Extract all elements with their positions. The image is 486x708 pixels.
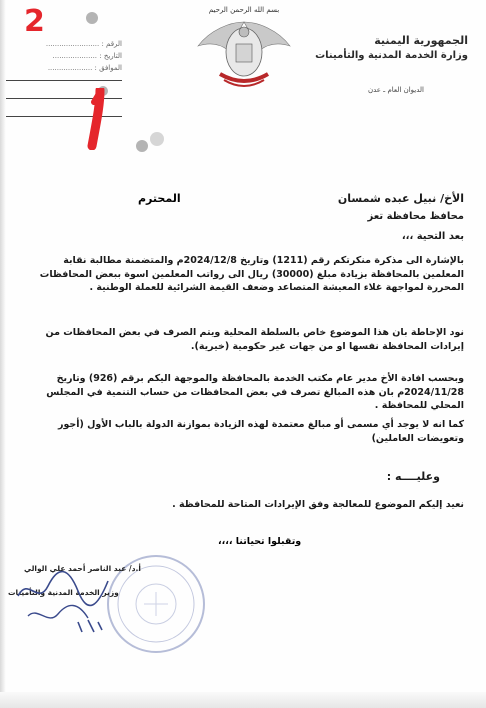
grey-dot [136,140,148,152]
page-left-edge [0,0,6,708]
addressee-title: محافظ محافظة تعز [367,211,464,222]
regards: وتقبلوا تحياتنا ،،،، [218,536,302,547]
reference-lines: التاريخ : .................... [52,52,122,60]
office-header: الديوان العام ـ عدن [367,86,424,94]
page-bottom-edge [0,692,486,708]
grey-dot [150,132,164,146]
reference-lines: الموافق : .................... [47,64,122,72]
ministry-header: وزارة الخدمة المدنية والتأمينات [315,50,468,61]
closing-word: وعليــــه : [386,470,440,483]
national-emblem-icon [180,2,308,94]
body-paragraph: بالإشارة الى مذكرة منكرتكم رقم (1211) وتاريخ 2024/12/8م والمتضمنة مطالبة نقابة المعلمين بالمحافظة بزيادة مبلغ (30000) ريال الى رواتب المعلمين اسوة ببعض المحافظات المحررة لمواجهة غلاء المعيشة المتصاعد وضعف القيمة الشرائية للعملة الوطنية . [39,255,464,293]
greeting: بعد التحية ،،، [401,231,464,242]
handwritten-marker-1 [86,88,108,150]
signatory-name: أ.د/ عبد الناصر أحمد علي الوالي [24,564,141,573]
addressee-honorific: المحترم [138,192,181,205]
signatory-title: وزير الخدمة المدنية والتأمينات [8,588,119,597]
body-paragraph: وبحسب افادة الأخ مدير عام مكتب الخدمة بالمحافظة والموجهة اليكم برقم (926) وتاريخ 2024/11/28م بان هذه المبالغ تصرف في بعض المحافظات من حساب التنمية في المجلس المحلي للمحافظة . [46,373,464,411]
reference-lines: الرقم : ........................ [45,40,122,48]
handwritten-marker-2: 2 [24,4,45,39]
republic-header: الجمهورية اليمنية [374,34,468,47]
svg-text:بسم الله الرحمن الرحيم: بسم الله الرحمن الرحيم [208,6,280,14]
handwritten-signature-icon [8,536,128,636]
reference-underline [6,80,122,81]
grey-dot [86,12,98,24]
body-paragraph: كما انه لا يوجد أي مسمى أو مبالغ معتمدة لهذه الزيادة بموازنة الدولة بالباب الأول (أجور وتعويضات العاملين) [57,419,464,444]
addressee-name: الأخ/ نبيل عبده شمسان [337,192,464,205]
closing-line: نعيد إليكم الموضوع للمعالجة وفق الإيرادات المتاحة للمحافظة . [172,499,464,510]
body-paragraph: نود الإحاطة بان هذا الموضوع خاص بالسلطة المحلية ويتم الصرف في بعض المحافظات من إيرادات المحافظة نفسها او من جهات غير حكومية (خيرية). [45,327,464,352]
